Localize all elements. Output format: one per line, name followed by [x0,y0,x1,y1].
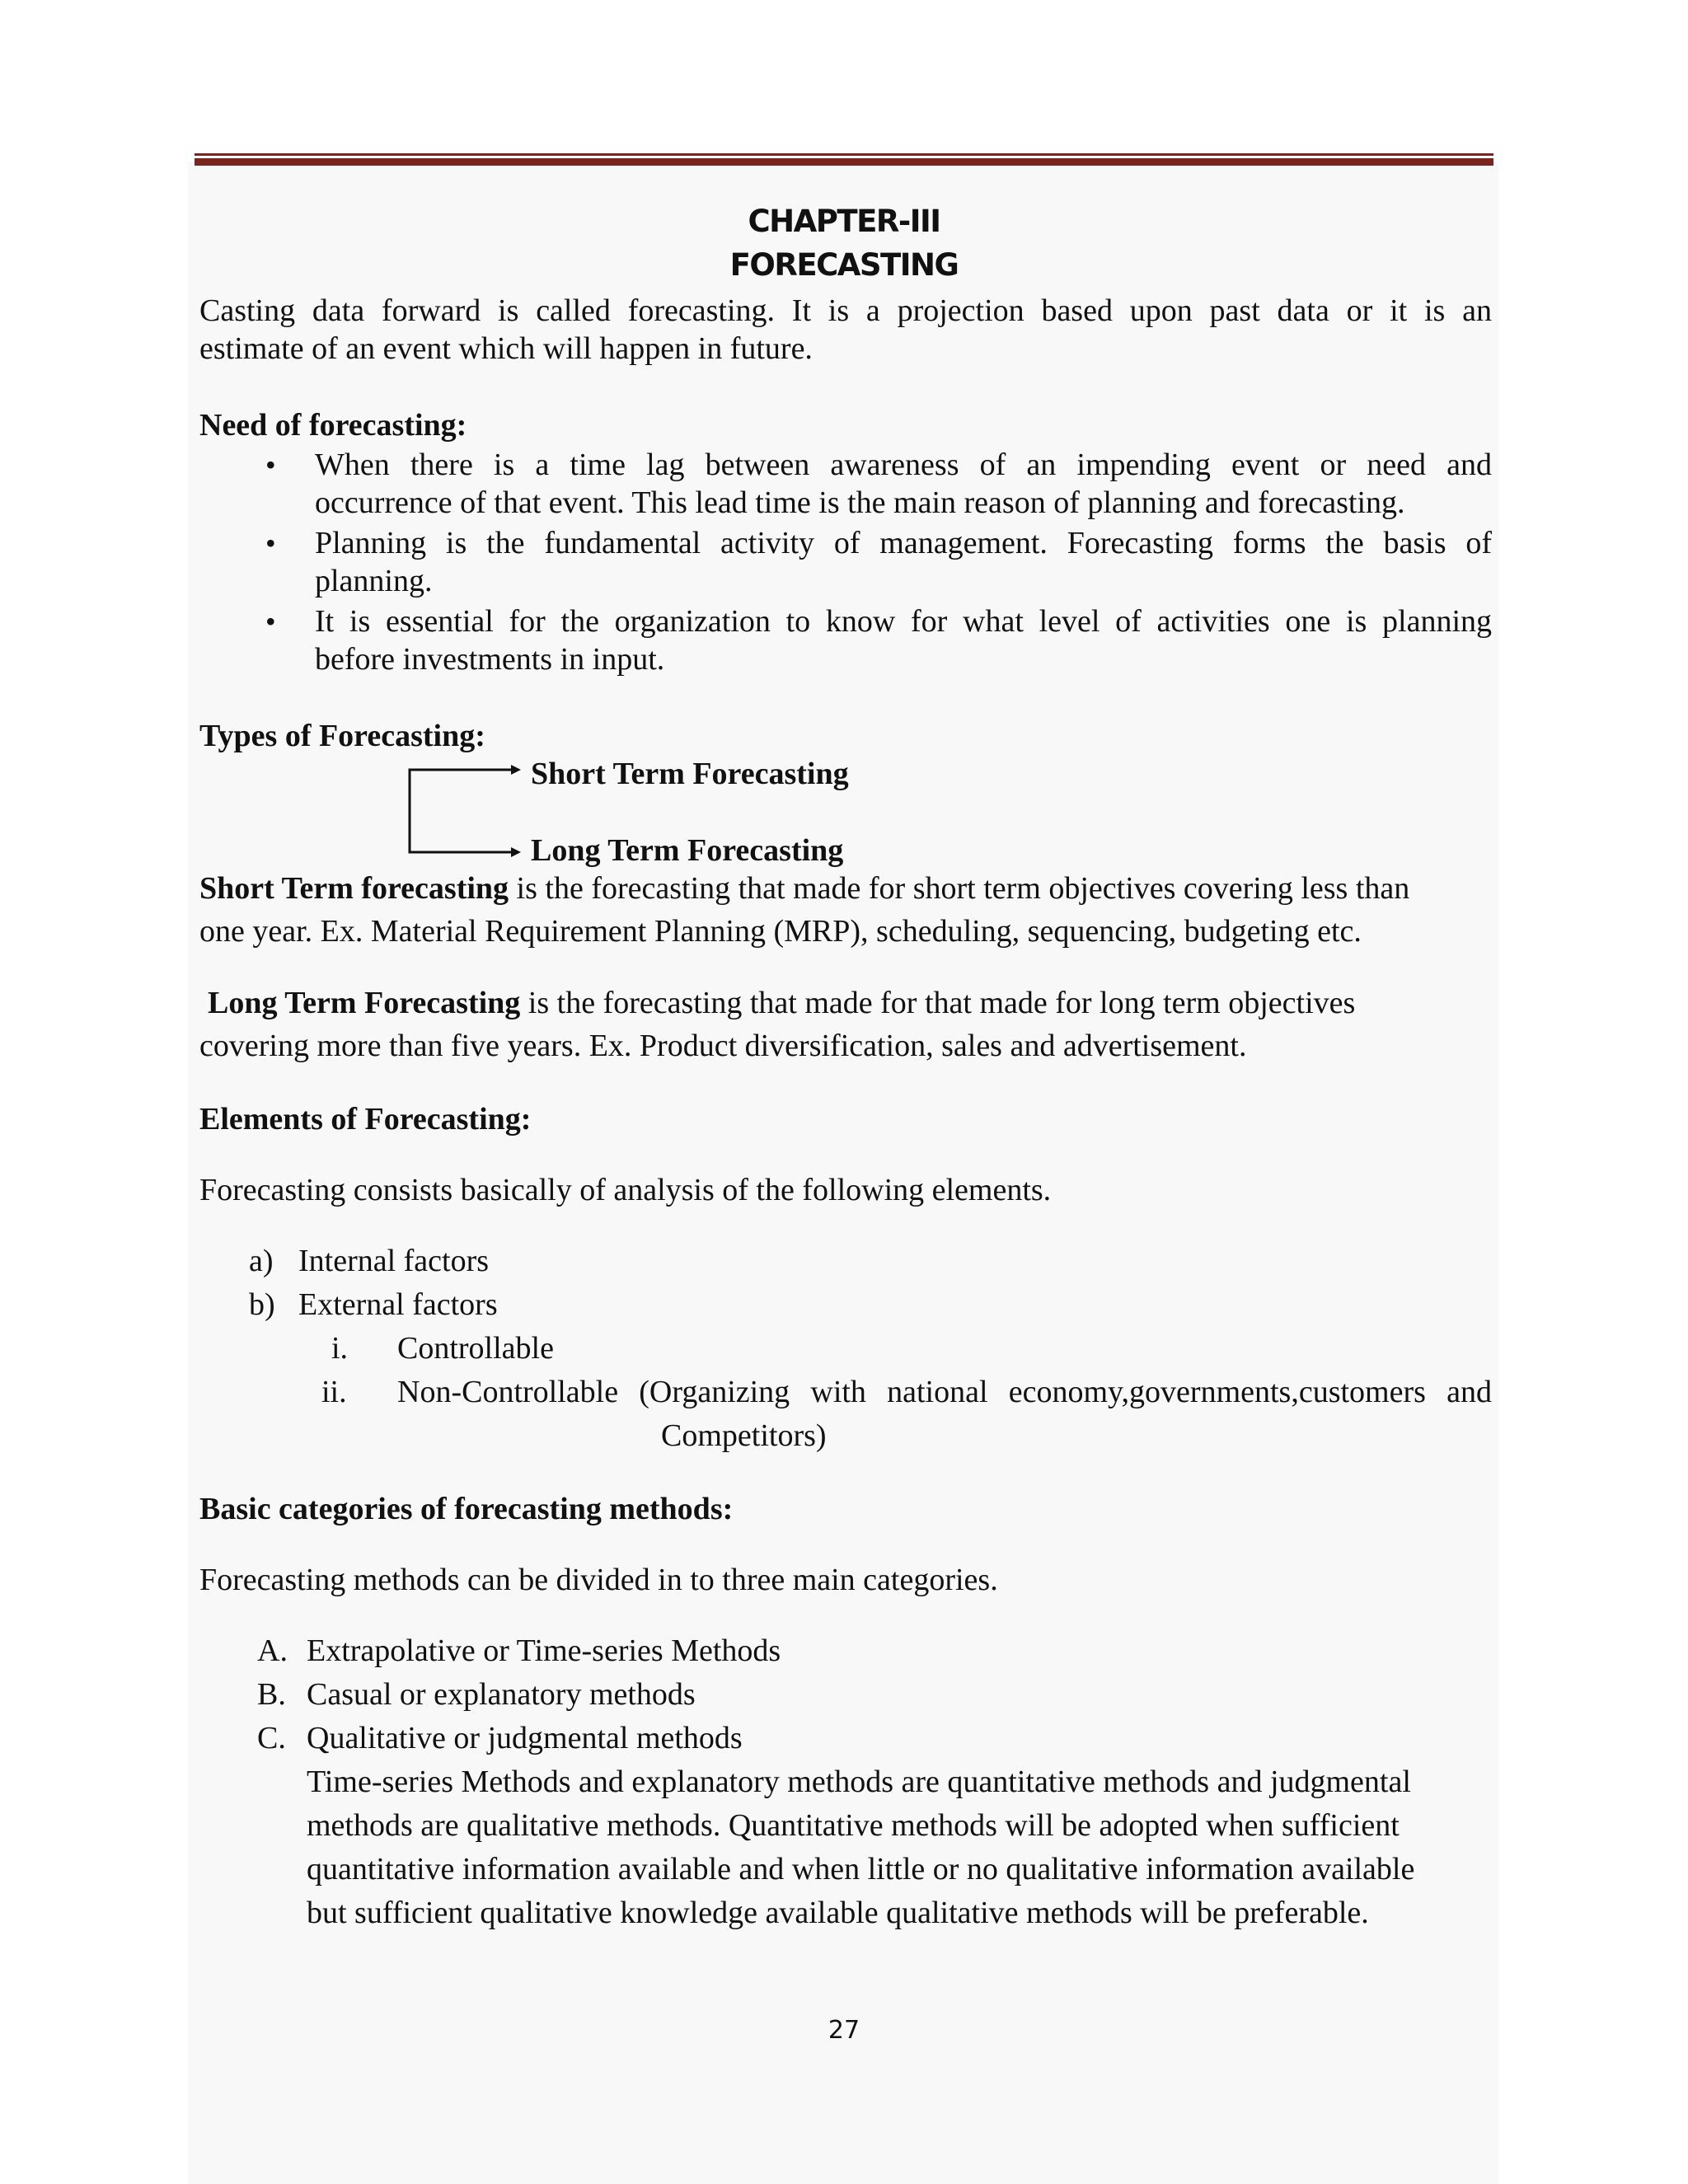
header-rule-thin [195,153,1493,156]
methods-item-a: Extrapolative or Time-series Methods [307,1633,781,1668]
need-item-3-line-2: before investments in input. [315,642,665,677]
bullet-3-icon: • [265,605,276,638]
methods-paragraph-line-1: Time-series Methods and explanatory methods are quantitative methods and judgmental [307,1765,1411,1799]
short-term-term: Short Term forecasting [199,871,509,906]
methods-item-a-marker: A. [257,1633,288,1668]
elements-sub-ii-marker: ii. [321,1375,347,1409]
elements-item-b: External factors [298,1287,498,1322]
need-item-1-line-2: occurrence of that event. This lead time is the main reason of planning and forecasting. [315,485,1405,520]
methods-intro: Forecasting methods can be divided in to three main categories. [199,1563,998,1597]
elements-sub-ii-continuation: Competitors) [661,1418,827,1453]
short-term-line-1-rest: is the forecasting that made for short term objectives covering less than [509,871,1410,906]
types-heading: Types of Forecasting: [199,719,485,753]
intro-line-2: estimate of an event which will happen in future. [199,331,813,366]
elements-heading: Elements of Forecasting: [199,1102,532,1137]
elements-item-a: Internal factors [298,1244,490,1278]
methods-item-c-marker: C. [257,1721,286,1755]
long-term-term: Long Term Forecasting [208,986,521,1020]
intro-line-1: Casting data forward is called forecasting. It is a projection based upon past data or it is an [199,293,1492,328]
types-short-term: Short Term Forecasting [531,757,849,791]
elements-sub-i: Controllable [397,1331,554,1366]
header-rule-thick [195,158,1493,166]
elements-intro: Forecasting consists basically of analysis of the following elements. [199,1173,1052,1207]
need-item-3-line-1: It is essential for the organization to know for what level of activities one is planning [315,604,1492,639]
need-item-2-line-2: planning. [315,564,433,598]
methods-item-b-marker: B. [257,1677,286,1712]
long-term-line-2: covering more than five years. Ex. Product diversification, sales and advertisement. [199,1029,1247,1063]
short-term-line-1 [199,869,1409,907]
methods-paragraph-line-3: quantitative information available and when little or no qualitative information available [307,1852,1415,1886]
long-term-line-1-rest: is the forecasting that made for that made for long term objectives [520,986,1356,1020]
methods-paragraph-line-4: but sufficient qualitative knowledge available qualitative methods will be preferable. [307,1896,1369,1930]
methods-item-c: Qualitative or judgmental methods [307,1721,743,1755]
need-item-2-line-1: Planning is the fundamental activity of management. Forecasting forms the basis of [315,526,1492,560]
short-term-line-2: one year. Ex. Material Requirement Planning (MRP), scheduling, sequencing, budgeting etc. [199,914,1362,949]
need-heading: Need of forecasting: [199,408,467,443]
bullet-2-icon: • [265,527,276,560]
types-long-term: Long Term Forecasting [531,833,844,868]
bullet-1-icon: • [265,448,276,481]
elements-sub-ii: Non-Controllable (Organizing with national economy,governments,customers and [397,1375,1492,1409]
types-branch-arrow-icon [396,758,544,865]
methods-item-b: Casual or explanatory methods [307,1677,696,1712]
long-term-line-1 [208,984,1355,1022]
need-item-1-line-1: When there is a time lag between awareness of an impending event or need and [315,448,1492,482]
elements-item-a-marker: a) [249,1244,274,1278]
methods-heading: Basic categories of forecasting methods: [199,1492,734,1526]
elements-sub-i-marker: i. [331,1331,349,1366]
chapter-label: CHAPTER-III [748,204,940,239]
methods-paragraph-line-2: methods are qualitative methods. Quantitative methods will be adopted when sufficient [307,1808,1400,1843]
chapter-title: FORECASTING [729,247,959,283]
elements-item-b-marker: b) [249,1287,275,1322]
page-number: 27 [828,2016,860,2045]
